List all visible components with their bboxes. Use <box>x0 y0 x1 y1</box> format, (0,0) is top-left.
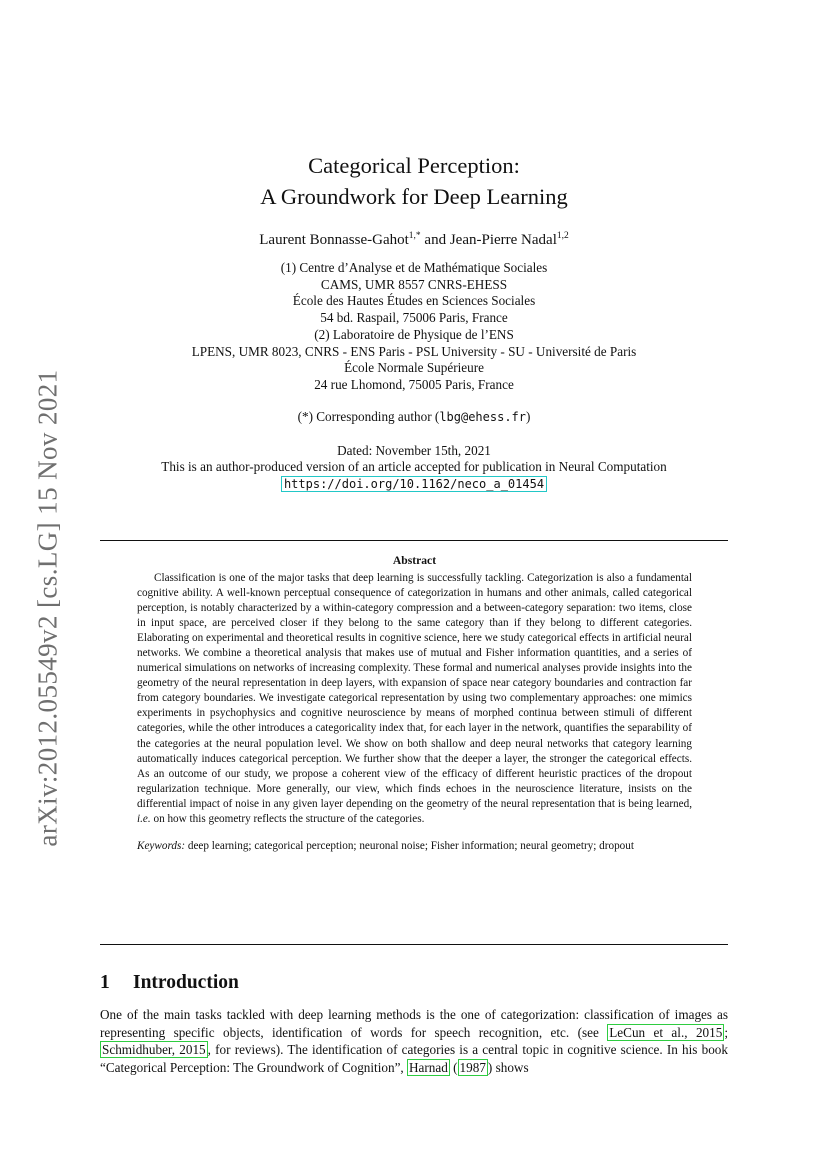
intro-text: , for reviews). The identification of categories is a central topic in cognitive science. In his book “Categorical Perception: The Groundwork of Cognition”, <box>100 1042 728 1075</box>
affiliation-line: CAMS, UMR 8557 CNRS-EHESS <box>320 276 508 292</box>
abstract-ie: i.e. <box>137 812 151 825</box>
abstract-block <box>137 554 692 854</box>
intro-text: One of the main tasks tackled with deep learning methods is the one of categorization: classification of images as representing specific objects, identification of words for speech recognition, etc. (see <box>100 1007 728 1040</box>
intro-text: ( <box>449 1059 458 1075</box>
arxiv-identifier: arXiv:2012.05549v2 [cs.LG] 15 Nov 2021 <box>32 369 63 847</box>
keywords-text: deep learning; categorical perception; neuronal noise; Fisher information; neural geometry; dropout <box>185 839 634 852</box>
affiliation-line: 54 bd. Raspail, 75006 Paris, France <box>320 310 508 326</box>
author-name: Jean-Pierre Nadal <box>449 232 557 248</box>
dated-line: Dated: November 15th, 2021 <box>337 442 491 458</box>
intro-text: ) shows <box>487 1059 529 1075</box>
affiliation-line: 24 rue Lhomond, 75005 Paris, France <box>314 376 514 392</box>
affiliation-line: École Normale Supérieure <box>344 360 484 376</box>
author-list <box>100 231 728 249</box>
corresponding-suffix: ) <box>526 408 531 424</box>
paper-title <box>100 150 728 212</box>
section-title: Introduction <box>133 972 239 993</box>
title-line-2: A Groundwork for Deep Learning <box>260 184 568 209</box>
affiliation-line: École des Hautes Études en Sciences Sociales <box>292 293 536 309</box>
title-line-1: Categorical Perception: <box>308 153 520 178</box>
paper-header <box>100 150 728 492</box>
corresponding-author <box>100 409 728 425</box>
citation-link-lecun[interactable]: LeCun et al., 2015 <box>609 1024 723 1040</box>
author-conjunction: and <box>420 232 450 248</box>
citation-link-harnad[interactable]: Harnad <box>409 1059 448 1075</box>
intro-text: ; <box>724 1024 728 1040</box>
section-heading <box>100 972 728 994</box>
abstract-end: on how this geometry reflects the structure of the categories. <box>150 812 425 825</box>
abstract-text <box>137 571 692 827</box>
author-affiliation-mark: 1,2 <box>556 231 569 241</box>
intro-paragraph <box>100 1006 728 1076</box>
introduction-section <box>100 972 728 1076</box>
top-rule <box>100 540 728 541</box>
citation-link-schmidhuber[interactable]: Schmidhuber, 2015 <box>102 1042 206 1058</box>
bottom-rule <box>100 944 728 945</box>
doi-link[interactable]: https://doi.org/10.1162/neco_a_01454 <box>281 476 547 492</box>
author-affiliation-mark: 1,* <box>408 231 421 241</box>
section-number: 1 <box>100 972 110 993</box>
keywords <box>137 839 692 854</box>
corresponding-prefix: (*) Corresponding author ( <box>297 408 440 424</box>
corresponding-email[interactable]: lbg@ehess.fr <box>439 409 527 424</box>
affiliation-line: (2) Laboratoire de Physique de l’ENS <box>314 326 514 342</box>
abstract-body: Classification is one of the major tasks that deep learning is successfully tackling. Categorization is also a fundamental cognitive ability. A well-known perceptual consequence of categorization in humans and other animals, called categorical perception, is notably characterized by a within-category compression and a between-category separation: two items, close in input space, are perceived closer if they belong to the same category than if they belong to different categories. Elaborating on experimental and theoretical results in cognitive science, here we study categorical effects in artificial neural networks. We combine a theoretical analysis that makes use of mutual and Fisher information quantities, and a series of numerical simulations on networks of increasing complexity. These formal and numerical analyses provide insights into the geometry of the neural representation in deep layers, with expansion of space near category boundaries and contraction far from category boundaries. We investigate categorical representation by using two complementary approaches: one mimics experiments in psychophysics and cognitive neuroscience by means of morphed continua between stimuli of different categories, while the other introduces a categoricality index that, for each layer in the network, quantifies the separability of the categories at the neural population level. We show on both shallow and deep neural networks that category learning automatically induces categorical perception. We further show that the deeper a layer, the stronger the categorical effects. As an outcome of our study, we propose a coherent view of the efficacy of different heuristic practices of the dropout regularization technique. More generally, our view, which finds echoes in the neuroscience literature, insists on the differential impact of noise in any given layer depending on the geometry of the neural representation that is being learned, <box>137 572 692 810</box>
keywords-label: Keywords: <box>137 839 186 852</box>
affiliation-line: LPENS, UMR 8023, CNRS - ENS Paris - PSL University - SU - Université de Paris <box>191 343 637 359</box>
author-name: Laurent Bonnasse-Gahot <box>259 232 409 248</box>
citation-link-year[interactable]: 1987 <box>459 1059 486 1075</box>
abstract-heading: Abstract <box>392 554 437 567</box>
affiliation-line: (1) Centre d’Analyse et de Mathématique Sociales <box>280 260 548 275</box>
version-note: This is an author-produced version of an article accepted for publication in Neural Computation <box>161 459 667 475</box>
affiliations <box>100 260 728 394</box>
publication-info <box>100 443 728 493</box>
